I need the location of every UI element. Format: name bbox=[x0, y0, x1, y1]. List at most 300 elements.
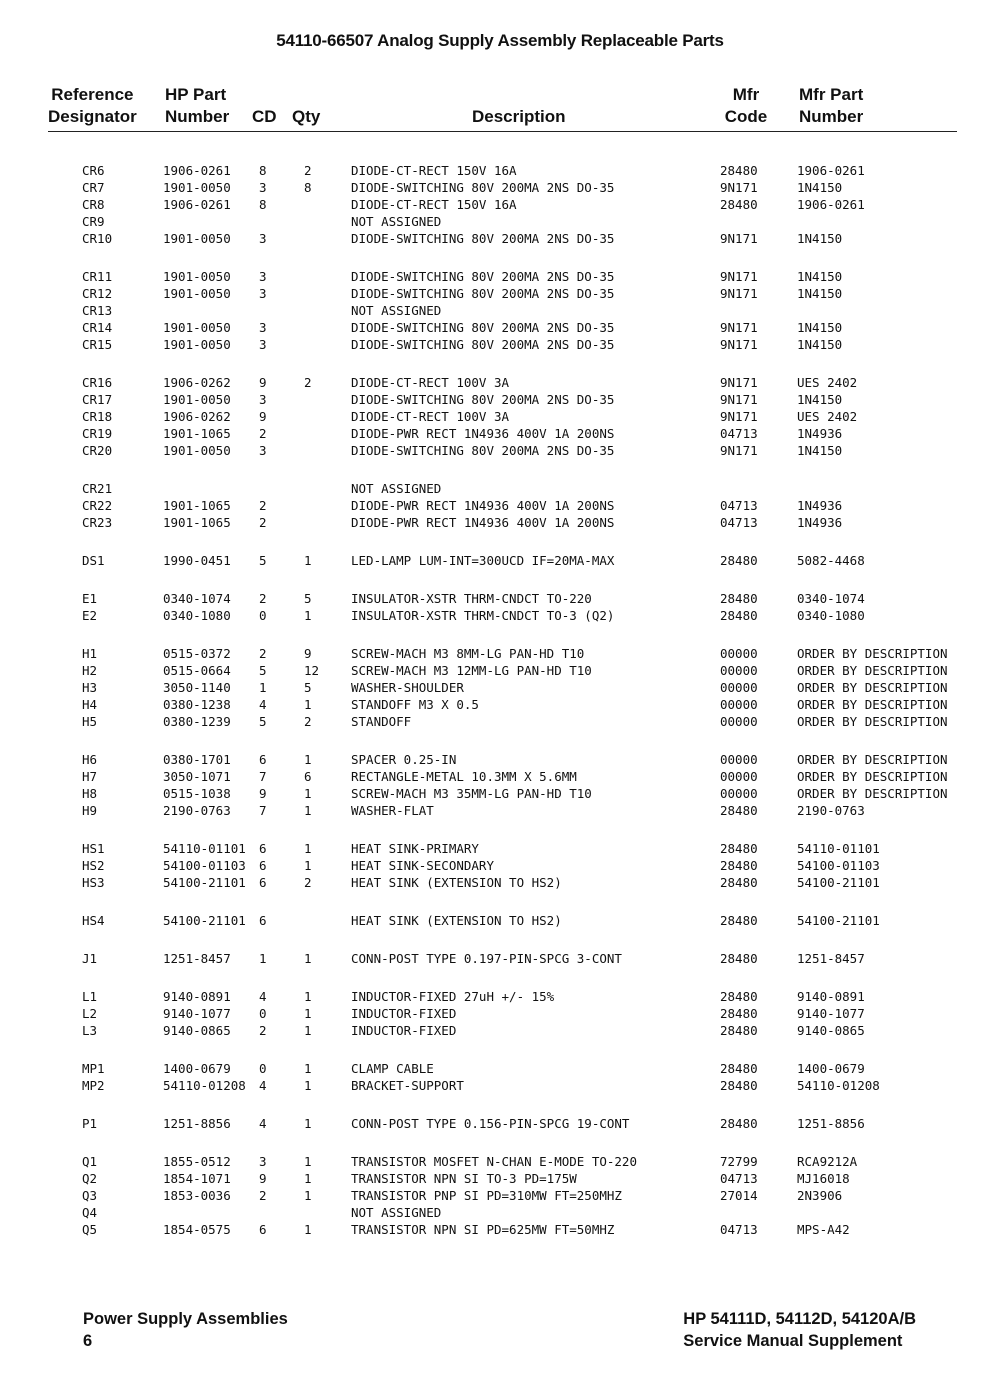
ref-designator-cell: CR17 bbox=[82, 392, 113, 407]
header-mfr-code bbox=[722, 84, 770, 128]
hp-part-number-cell: 0515-1038 bbox=[163, 786, 231, 801]
mfr-part-number-cell: UES 2402 bbox=[797, 409, 858, 424]
footer-manual-title: Service Manual Supplement bbox=[683, 1332, 903, 1350]
description-cell: BRACKET-SUPPORT bbox=[351, 1078, 464, 1093]
ref-designator-cell: DS1 bbox=[82, 553, 105, 568]
mfr-code-cell: 28480 bbox=[720, 608, 758, 623]
ref-designator-cell: CR19 bbox=[82, 426, 113, 441]
hp-part-number-cell: 1906-0262 bbox=[163, 409, 231, 424]
description-cell: HEAT SINK-SECONDARY bbox=[351, 858, 494, 873]
hp-part-number-cell: 9140-1077 bbox=[163, 1006, 231, 1021]
mfr-part-number-cell: 1N4150 bbox=[797, 269, 843, 284]
description-cell: HEAT SINK (EXTENSION TO HS2) bbox=[351, 875, 562, 890]
ref-designator-cell: L3 bbox=[82, 1023, 98, 1038]
ref-designator-cell: H7 bbox=[82, 769, 98, 784]
description-cell: DIODE-PWR RECT 1N4936 400V 1A 200NS bbox=[351, 498, 615, 513]
parts-group bbox=[0, 1115, 1000, 1132]
table-row bbox=[0, 1115, 1000, 1132]
mfr-code-cell: 28480 bbox=[720, 1023, 758, 1038]
mfr-part-number-cell: 1N4150 bbox=[797, 286, 843, 301]
ref-designator-cell: CR14 bbox=[82, 320, 113, 335]
description-cell: DIODE-SWITCHING 80V 200MA 2NS DO-35 bbox=[351, 392, 615, 407]
footer-left bbox=[83, 1308, 288, 1352]
hp-part-number-cell: 3050-1071 bbox=[163, 769, 231, 784]
mfr-code-cell: 28480 bbox=[720, 989, 758, 1004]
mfr-code-cell: 00000 bbox=[720, 769, 758, 784]
quantity-cell: 1 bbox=[304, 1222, 312, 1237]
description-cell: DIODE-SWITCHING 80V 200MA 2NS DO-35 bbox=[351, 337, 615, 352]
ref-designator-cell: CR21 bbox=[82, 481, 113, 496]
hp-part-number-cell: 1906-0261 bbox=[163, 163, 231, 178]
mfr-part-number-cell: 1N4150 bbox=[797, 231, 843, 246]
table-row bbox=[0, 751, 1000, 768]
footer-right bbox=[683, 1308, 916, 1352]
description-cell: DIODE-SWITCHING 80V 200MA 2NS DO-35 bbox=[351, 231, 615, 246]
description-cell: NOT ASSIGNED bbox=[351, 214, 442, 229]
mfr-part-number-cell: 54110-01208 bbox=[797, 1078, 880, 1093]
mfr-code-cell: 27014 bbox=[720, 1188, 758, 1203]
quantity-cell: 1 bbox=[304, 1061, 312, 1076]
table-row bbox=[0, 1170, 1000, 1187]
check-digit-cell: 6 bbox=[259, 875, 267, 890]
description-cell: SCREW-MACH M3 8MM-LG PAN-HD T10 bbox=[351, 646, 585, 661]
hp-part-number-cell: 0515-0664 bbox=[163, 663, 231, 678]
check-digit-cell: 0 bbox=[259, 1006, 267, 1021]
mfr-part-number-cell: 1N4936 bbox=[797, 426, 843, 441]
check-digit-cell: 2 bbox=[259, 1023, 267, 1038]
mfr-part-number-cell: 1906-0261 bbox=[797, 163, 865, 178]
mfr-part-number-cell: 0340-1080 bbox=[797, 608, 865, 623]
header-description: Description bbox=[472, 107, 566, 126]
parts-group bbox=[0, 552, 1000, 569]
mfr-code-cell: 00000 bbox=[720, 786, 758, 801]
description-cell: DIODE-SWITCHING 80V 200MA 2NS DO-35 bbox=[351, 286, 615, 301]
hp-part-number-cell: 2190-0763 bbox=[163, 803, 231, 818]
mfr-code-cell: 9N171 bbox=[720, 337, 758, 352]
ref-designator-cell: CR23 bbox=[82, 515, 113, 530]
check-digit-cell: 3 bbox=[259, 337, 267, 352]
hp-part-number-cell: 9140-0865 bbox=[163, 1023, 231, 1038]
description-cell: NOT ASSIGNED bbox=[351, 1205, 442, 1220]
ref-designator-cell: HS3 bbox=[82, 875, 105, 890]
mfr-part-number-cell: ORDER BY DESCRIPTION bbox=[797, 714, 948, 729]
parts-group bbox=[0, 1153, 1000, 1238]
table-row bbox=[0, 1060, 1000, 1077]
table-row bbox=[0, 425, 1000, 442]
hp-part-number-cell: 1854-0575 bbox=[163, 1222, 231, 1237]
check-digit-cell: 0 bbox=[259, 1061, 267, 1076]
parts-group bbox=[0, 840, 1000, 891]
quantity-cell: 1 bbox=[304, 786, 312, 801]
parts-group bbox=[0, 268, 1000, 353]
mfr-part-number-cell: MJ16018 bbox=[797, 1171, 850, 1186]
check-digit-cell: 6 bbox=[259, 858, 267, 873]
hp-part-number-cell: 1901-0050 bbox=[163, 320, 231, 335]
mfr-code-cell: 28480 bbox=[720, 875, 758, 890]
table-row bbox=[0, 679, 1000, 696]
mfr-code-cell: 28480 bbox=[720, 163, 758, 178]
description-cell: SPACER 0.25-IN bbox=[351, 752, 457, 767]
mfr-part-number-cell: 2190-0763 bbox=[797, 803, 865, 818]
description-cell: SCREW-MACH M3 35MM-LG PAN-HD T10 bbox=[351, 786, 592, 801]
mfr-part-number-cell: 1N4150 bbox=[797, 320, 843, 335]
check-digit-cell: 2 bbox=[259, 1188, 267, 1203]
mfr-part-number-cell: 1N4150 bbox=[797, 337, 843, 352]
mfr-part-number-cell: 54100-01103 bbox=[797, 858, 880, 873]
check-digit-cell: 2 bbox=[259, 426, 267, 441]
hp-part-number-cell: 0515-0372 bbox=[163, 646, 231, 661]
table-row bbox=[0, 162, 1000, 179]
hp-part-number-cell: 1901-1065 bbox=[163, 498, 231, 513]
ref-designator-cell: E1 bbox=[82, 591, 98, 606]
header-divider bbox=[48, 131, 957, 132]
parts-group bbox=[0, 590, 1000, 624]
check-digit-cell: 5 bbox=[259, 714, 267, 729]
check-digit-cell: 3 bbox=[259, 269, 267, 284]
mfr-code-cell: 28480 bbox=[720, 1078, 758, 1093]
description-cell: DIODE-SWITCHING 80V 200MA 2NS DO-35 bbox=[351, 320, 615, 335]
table-row bbox=[0, 857, 1000, 874]
header-line: Mfr Part bbox=[799, 85, 864, 104]
table-row bbox=[0, 302, 1000, 319]
mfr-code-cell: 9N171 bbox=[720, 231, 758, 246]
quantity-cell: 1 bbox=[304, 1006, 312, 1021]
mfr-code-cell: 00000 bbox=[720, 714, 758, 729]
quantity-cell: 1 bbox=[304, 697, 312, 712]
table-row bbox=[0, 1187, 1000, 1204]
ref-designator-cell: CR8 bbox=[82, 197, 105, 212]
mfr-part-number-cell: 2N3906 bbox=[797, 1188, 843, 1203]
hp-part-number-cell: 1990-0451 bbox=[163, 553, 231, 568]
description-cell: HEAT SINK-PRIMARY bbox=[351, 841, 479, 856]
table-row bbox=[0, 874, 1000, 891]
quantity-cell: 1 bbox=[304, 1078, 312, 1093]
header-line: Mfr bbox=[732, 85, 760, 104]
check-digit-cell: 2 bbox=[259, 515, 267, 530]
description-cell: DIODE-CT-RECT 150V 16A bbox=[351, 197, 517, 212]
check-digit-cell: 6 bbox=[259, 913, 267, 928]
table-row bbox=[0, 1221, 1000, 1238]
table-row bbox=[0, 179, 1000, 196]
ref-designator-cell: Q1 bbox=[82, 1154, 98, 1169]
quantity-cell: 5 bbox=[304, 680, 312, 695]
mfr-code-cell: 00000 bbox=[720, 646, 758, 661]
mfr-part-number-cell: ORDER BY DESCRIPTION bbox=[797, 663, 948, 678]
table-row bbox=[0, 213, 1000, 230]
ref-designator-cell: CR16 bbox=[82, 375, 113, 390]
table-row bbox=[0, 645, 1000, 662]
hp-part-number-cell: 1901-0050 bbox=[163, 180, 231, 195]
mfr-part-number-cell: 54110-01101 bbox=[797, 841, 880, 856]
table-row bbox=[0, 497, 1000, 514]
ref-designator-cell: H5 bbox=[82, 714, 98, 729]
table-row bbox=[0, 408, 1000, 425]
hp-part-number-cell: 54100-21101 bbox=[163, 913, 246, 928]
table-row bbox=[0, 268, 1000, 285]
table-row bbox=[0, 988, 1000, 1005]
check-digit-cell: 3 bbox=[259, 443, 267, 458]
check-digit-cell: 8 bbox=[259, 197, 267, 212]
check-digit-cell: 3 bbox=[259, 286, 267, 301]
mfr-part-number-cell: 9140-0891 bbox=[797, 989, 865, 1004]
mfr-code-cell: 00000 bbox=[720, 663, 758, 678]
mfr-code-cell: 9N171 bbox=[720, 320, 758, 335]
ref-designator-cell: HS4 bbox=[82, 913, 105, 928]
hp-part-number-cell: 1251-8856 bbox=[163, 1116, 231, 1131]
quantity-cell: 5 bbox=[304, 591, 312, 606]
quantity-cell: 8 bbox=[304, 180, 312, 195]
mfr-code-cell: 04713 bbox=[720, 1171, 758, 1186]
quantity-cell: 1 bbox=[304, 858, 312, 873]
description-cell: SCREW-MACH M3 12MM-LG PAN-HD T10 bbox=[351, 663, 592, 678]
description-cell: INSULATOR-XSTR THRM-CNDCT TO-220 bbox=[351, 591, 592, 606]
hp-part-number-cell: 1906-0261 bbox=[163, 197, 231, 212]
table-row bbox=[0, 607, 1000, 624]
check-digit-cell: 7 bbox=[259, 803, 267, 818]
table-row bbox=[0, 590, 1000, 607]
check-digit-cell: 9 bbox=[259, 1171, 267, 1186]
mfr-part-number-cell: 1N4150 bbox=[797, 180, 843, 195]
parts-group bbox=[0, 480, 1000, 531]
mfr-part-number-cell: 9140-0865 bbox=[797, 1023, 865, 1038]
footer-page-number: 6 bbox=[83, 1332, 93, 1350]
table-row bbox=[0, 912, 1000, 929]
mfr-part-number-cell: ORDER BY DESCRIPTION bbox=[797, 646, 948, 661]
table-row bbox=[0, 662, 1000, 679]
hp-part-number-cell: 54100-01103 bbox=[163, 858, 246, 873]
quantity-cell: 2 bbox=[304, 163, 312, 178]
mfr-code-cell: 28480 bbox=[720, 1006, 758, 1021]
mfr-code-cell: 9N171 bbox=[720, 180, 758, 195]
mfr-part-number-cell: 1N4936 bbox=[797, 515, 843, 530]
ref-designator-cell: HS2 bbox=[82, 858, 105, 873]
table-row bbox=[0, 802, 1000, 819]
hp-part-number-cell: 0340-1080 bbox=[163, 608, 231, 623]
header-line: Reference bbox=[51, 85, 134, 104]
mfr-part-number-cell: ORDER BY DESCRIPTION bbox=[797, 769, 948, 784]
hp-part-number-cell: 3050-1140 bbox=[163, 680, 231, 695]
hp-part-number-cell: 0380-1239 bbox=[163, 714, 231, 729]
ref-designator-cell: CR11 bbox=[82, 269, 113, 284]
table-row bbox=[0, 319, 1000, 336]
quantity-cell: 2 bbox=[304, 714, 312, 729]
parts-group bbox=[0, 374, 1000, 459]
check-digit-cell: 4 bbox=[259, 1116, 267, 1131]
quantity-cell: 1 bbox=[304, 841, 312, 856]
ref-designator-cell: CR22 bbox=[82, 498, 113, 513]
mfr-part-number-cell: 0340-1074 bbox=[797, 591, 865, 606]
hp-part-number-cell: 1251-8457 bbox=[163, 951, 231, 966]
table-row bbox=[0, 1077, 1000, 1094]
ref-designator-cell: Q5 bbox=[82, 1222, 98, 1237]
mfr-part-number-cell: 1N4150 bbox=[797, 392, 843, 407]
check-digit-cell: 5 bbox=[259, 663, 267, 678]
ref-designator-cell: P1 bbox=[82, 1116, 98, 1131]
ref-designator-cell: CR10 bbox=[82, 231, 113, 246]
quantity-cell: 1 bbox=[304, 951, 312, 966]
mfr-part-number-cell: 54100-21101 bbox=[797, 913, 880, 928]
description-cell: INSULATOR-XSTR THRM-CNDCT TO-3 (Q2) bbox=[351, 608, 615, 623]
mfr-code-cell: 28480 bbox=[720, 591, 758, 606]
quantity-cell: 6 bbox=[304, 769, 312, 784]
mfr-part-number-cell: ORDER BY DESCRIPTION bbox=[797, 786, 948, 801]
description-cell: DIODE-CT-RECT 100V 3A bbox=[351, 409, 510, 424]
table-row bbox=[0, 713, 1000, 730]
mfr-code-cell: 28480 bbox=[720, 803, 758, 818]
table-row bbox=[0, 391, 1000, 408]
ref-designator-cell: H3 bbox=[82, 680, 98, 695]
table-row bbox=[0, 480, 1000, 497]
description-cell: INDUCTOR-FIXED 27uH +/- 15% bbox=[351, 989, 555, 1004]
description-cell: CLAMP CABLE bbox=[351, 1061, 434, 1076]
ref-designator-cell: H2 bbox=[82, 663, 98, 678]
ref-designator-cell: L2 bbox=[82, 1006, 98, 1021]
check-digit-cell: 3 bbox=[259, 392, 267, 407]
check-digit-cell: 5 bbox=[259, 553, 267, 568]
hp-part-number-cell: 54110-01101 bbox=[163, 841, 246, 856]
table-row bbox=[0, 374, 1000, 391]
description-cell: STANDOFF bbox=[351, 714, 412, 729]
hp-part-number-cell: 1901-0050 bbox=[163, 269, 231, 284]
hp-part-number-cell: 9140-0891 bbox=[163, 989, 231, 1004]
check-digit-cell: 2 bbox=[259, 646, 267, 661]
mfr-part-number-cell: 1251-8856 bbox=[797, 1116, 865, 1131]
ref-designator-cell: H4 bbox=[82, 697, 98, 712]
mfr-part-number-cell: 9140-1077 bbox=[797, 1006, 865, 1021]
table-row bbox=[0, 514, 1000, 531]
parts-group bbox=[0, 912, 1000, 929]
mfr-code-cell: 9N171 bbox=[720, 392, 758, 407]
ref-designator-cell: MP1 bbox=[82, 1061, 105, 1076]
mfr-part-number-cell: ORDER BY DESCRIPTION bbox=[797, 680, 948, 695]
hp-part-number-cell: 1901-1065 bbox=[163, 426, 231, 441]
hp-part-number-cell: 0380-1238 bbox=[163, 697, 231, 712]
quantity-cell: 1 bbox=[304, 1023, 312, 1038]
parts-group bbox=[0, 988, 1000, 1039]
footer-section-title: Power Supply Assemblies bbox=[83, 1310, 288, 1328]
header-line: Number bbox=[165, 107, 230, 126]
header-qty: Qty bbox=[292, 107, 321, 126]
hp-part-number-cell: 0380-1701 bbox=[163, 752, 231, 767]
table-row bbox=[0, 785, 1000, 802]
description-cell: WASHER-FLAT bbox=[351, 803, 434, 818]
ref-designator-cell: CR13 bbox=[82, 303, 113, 318]
check-digit-cell: 6 bbox=[259, 841, 267, 856]
check-digit-cell: 0 bbox=[259, 608, 267, 623]
description-cell: CONN-POST TYPE 0.156-PIN-SPCG 19-CONT bbox=[351, 1116, 630, 1131]
hp-part-number-cell: 1400-0679 bbox=[163, 1061, 231, 1076]
mfr-part-number-cell: 1N4150 bbox=[797, 443, 843, 458]
ref-designator-cell: J1 bbox=[82, 951, 98, 966]
description-cell: TRANSISTOR MOSFET N-CHAN E-MODE TO-220 bbox=[351, 1154, 637, 1169]
mfr-code-cell: 28480 bbox=[720, 1061, 758, 1076]
mfr-code-cell: 9N171 bbox=[720, 409, 758, 424]
table-row bbox=[0, 336, 1000, 353]
ref-designator-cell: CR15 bbox=[82, 337, 113, 352]
table-row bbox=[0, 1153, 1000, 1170]
ref-designator-cell: CR12 bbox=[82, 286, 113, 301]
quantity-cell: 1 bbox=[304, 553, 312, 568]
hp-part-number-cell: 1854-1071 bbox=[163, 1171, 231, 1186]
parts-group bbox=[0, 162, 1000, 247]
check-digit-cell: 3 bbox=[259, 1154, 267, 1169]
mfr-code-cell: 04713 bbox=[720, 515, 758, 530]
hp-part-number-cell: 1906-0262 bbox=[163, 375, 231, 390]
table-row bbox=[0, 285, 1000, 302]
description-cell: DIODE-CT-RECT 100V 3A bbox=[351, 375, 510, 390]
table-row bbox=[0, 1005, 1000, 1022]
table-row bbox=[0, 1204, 1000, 1221]
table-row bbox=[0, 696, 1000, 713]
check-digit-cell: 7 bbox=[259, 769, 267, 784]
mfr-code-cell: 04713 bbox=[720, 1222, 758, 1237]
ref-designator-cell: CR18 bbox=[82, 409, 113, 424]
mfr-code-cell: 28480 bbox=[720, 553, 758, 568]
description-cell: NOT ASSIGNED bbox=[351, 481, 442, 496]
hp-part-number-cell: 1901-0050 bbox=[163, 337, 231, 352]
page-title: 54110-66507 Analog Supply Assembly Replaceable Parts bbox=[276, 31, 724, 50]
check-digit-cell: 4 bbox=[259, 1078, 267, 1093]
header-reference-designator bbox=[48, 84, 137, 128]
check-digit-cell: 1 bbox=[259, 951, 267, 966]
quantity-cell: 1 bbox=[304, 989, 312, 1004]
ref-designator-cell: MP2 bbox=[82, 1078, 105, 1093]
mfr-part-number-cell: RCA9212A bbox=[797, 1154, 858, 1169]
parts-group bbox=[0, 1060, 1000, 1094]
description-cell: DIODE-PWR RECT 1N4936 400V 1A 200NS bbox=[351, 515, 615, 530]
hp-part-number-cell: 1901-1065 bbox=[163, 515, 231, 530]
mfr-code-cell: 28480 bbox=[720, 197, 758, 212]
table-row bbox=[0, 196, 1000, 213]
check-digit-cell: 9 bbox=[259, 409, 267, 424]
ref-designator-cell: H9 bbox=[82, 803, 98, 818]
ref-designator-cell: H8 bbox=[82, 786, 98, 801]
description-cell: LED-LAMP LUM-INT=300UCD IF=20MA-MAX bbox=[351, 553, 615, 568]
description-cell: DIODE-SWITCHING 80V 200MA 2NS DO-35 bbox=[351, 443, 615, 458]
mfr-code-cell: 28480 bbox=[720, 841, 758, 856]
hp-part-number-cell: 1901-0050 bbox=[163, 231, 231, 246]
check-digit-cell: 2 bbox=[259, 498, 267, 513]
check-digit-cell: 6 bbox=[259, 1222, 267, 1237]
mfr-code-cell: 28480 bbox=[720, 858, 758, 873]
mfr-part-number-cell: 54100-21101 bbox=[797, 875, 880, 890]
hp-part-number-cell: 0340-1074 bbox=[163, 591, 231, 606]
parts-group bbox=[0, 950, 1000, 967]
mfr-code-cell: 9N171 bbox=[720, 443, 758, 458]
table-row bbox=[0, 230, 1000, 247]
header-mfr-part-number bbox=[799, 84, 863, 128]
parts-group bbox=[0, 645, 1000, 730]
description-cell: TRANSISTOR NPN SI PD=625MW FT=50MHZ bbox=[351, 1222, 615, 1237]
mfr-part-number-cell: ORDER BY DESCRIPTION bbox=[797, 752, 948, 767]
ref-designator-cell: CR6 bbox=[82, 163, 105, 178]
mfr-part-number-cell: 1906-0261 bbox=[797, 197, 865, 212]
check-digit-cell: 6 bbox=[259, 752, 267, 767]
check-digit-cell: 9 bbox=[259, 786, 267, 801]
header-line: Code bbox=[724, 107, 768, 126]
hp-part-number-cell: 54100-21101 bbox=[163, 875, 246, 890]
description-cell: DIODE-SWITCHING 80V 200MA 2NS DO-35 bbox=[351, 180, 615, 195]
check-digit-cell: 3 bbox=[259, 320, 267, 335]
parts-table bbox=[0, 162, 1000, 1259]
mfr-code-cell: 72799 bbox=[720, 1154, 758, 1169]
quantity-cell: 1 bbox=[304, 608, 312, 623]
ref-designator-cell: H6 bbox=[82, 752, 98, 767]
mfr-code-cell: 00000 bbox=[720, 697, 758, 712]
ref-designator-cell: H1 bbox=[82, 646, 98, 661]
mfr-code-cell: 00000 bbox=[720, 752, 758, 767]
mfr-code-cell: 28480 bbox=[720, 951, 758, 966]
